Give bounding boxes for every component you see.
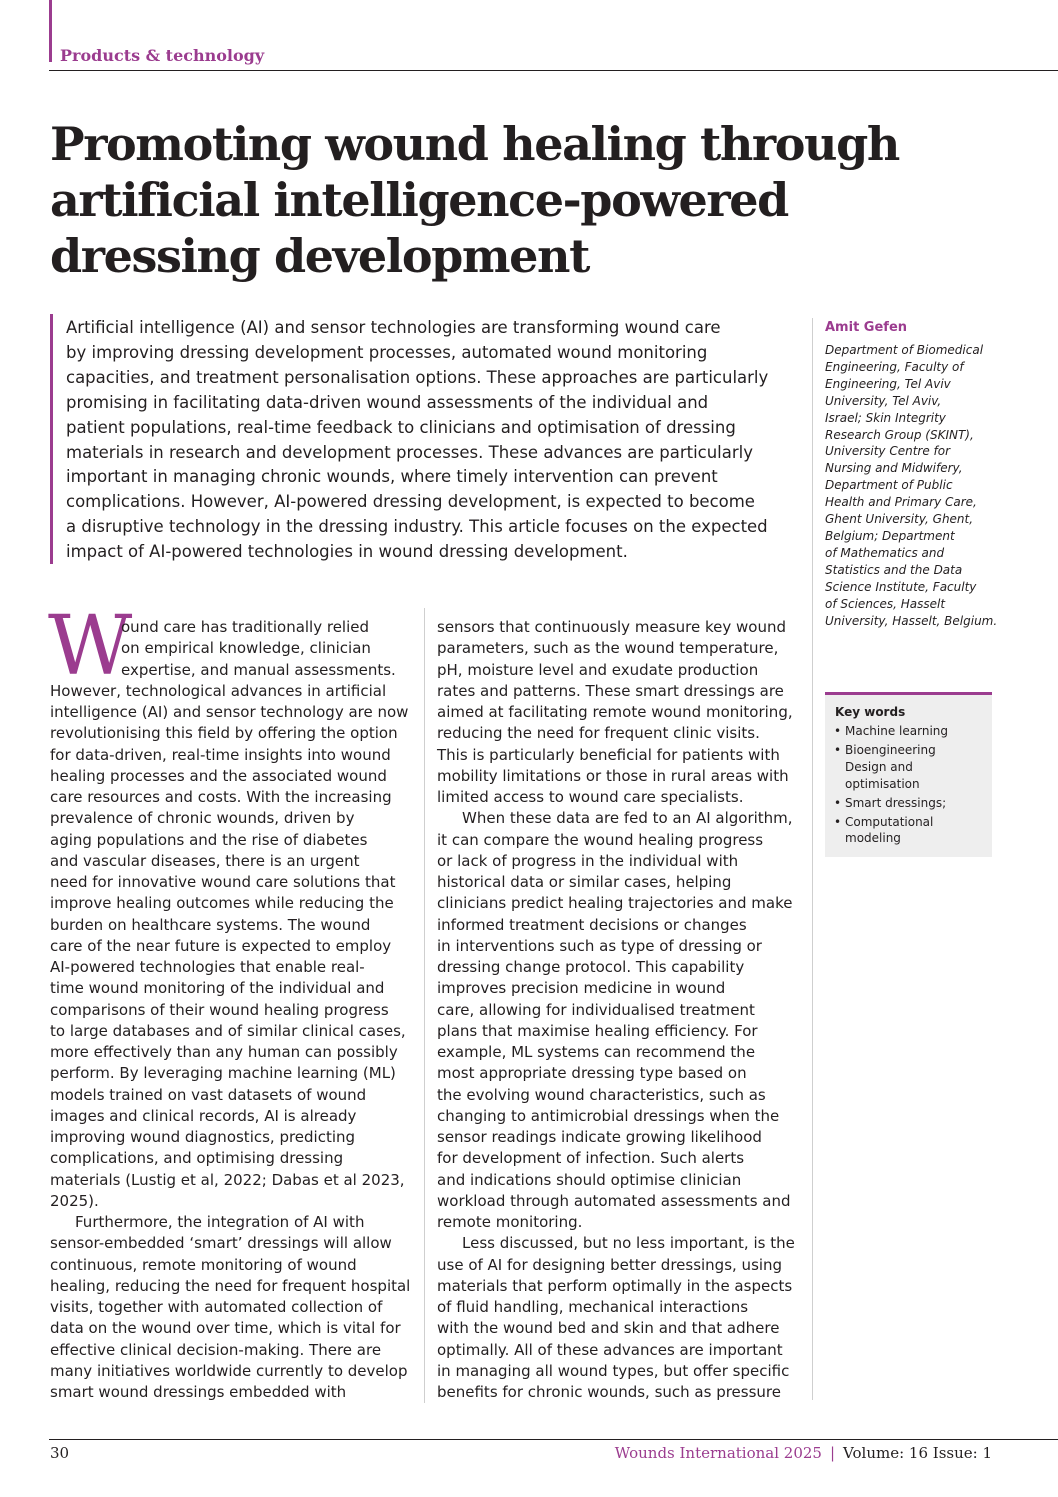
body-line: visits, together with automated collection of [50, 1298, 383, 1316]
body-line: expertise, and manual assessments. [121, 660, 396, 679]
body-line: of fluid handling, mechanical interactions [437, 1298, 749, 1316]
body-line: plans that maximise healing efficiency. For [437, 1021, 758, 1040]
title-line: Promoting wound healing through [50, 117, 899, 171]
abstract [66, 316, 806, 565]
affiliation-line: of Mathematics and [825, 545, 945, 560]
body-line: clinicians predict healing trajectories and make [437, 894, 793, 913]
body-line: materials (Lustig et al, 2022; Dabas et al 2023, [50, 1170, 405, 1189]
abstract-line: promising in facilitating data-driven wound assessments of the individual and [66, 392, 709, 412]
body-line: with the wound bed and skin and that adhere [437, 1319, 780, 1338]
body-line: care resources and costs. With the increasing [50, 788, 392, 806]
keyword-item [825, 742, 948, 793]
column-divider [424, 608, 425, 1403]
keywords-title: Key words [835, 705, 906, 719]
body-line: or lack of progress in the individual with [437, 851, 739, 870]
abstract-line: impact of AI-powered technologies in wound dressing development. [66, 542, 628, 562]
keyword-text: • Bioengineering [845, 742, 936, 757]
keyword-text: optimisation [845, 776, 920, 791]
body-line: dressing change protocol. This capability [437, 958, 745, 976]
body-line: on empirical knowledge, clinician [121, 639, 371, 658]
body-line: in interventions such as type of dressing or [437, 936, 762, 955]
body-line: and vascular diseases, there is an urgent [50, 851, 360, 870]
body-line: in managing all wound types, but offer specific [437, 1361, 790, 1380]
keyword-text: Design and [845, 759, 913, 774]
body-line: effective clinical decision-making. There are [50, 1340, 382, 1359]
body-line: parameters, such as the wound temperature, [437, 639, 779, 658]
body-line: care of the near future is expected to employ [50, 936, 392, 955]
body-line: need for innovative wound care solutions that [50, 873, 396, 891]
body-line: optimally. All of these advances are important [437, 1340, 783, 1359]
affiliation-line: of Sciences, Hasselt [825, 596, 946, 611]
article-title [50, 116, 930, 284]
body-line: smart wound dressings embedded with [50, 1383, 347, 1401]
title-line: artificial intelligence-powered [50, 173, 788, 227]
body-line: aimed at facilitating remote wound monitoring, [437, 703, 793, 721]
body-line: historical data or similar cases, helping [437, 873, 732, 891]
abstract-line: a disruptive technology in the dressing industry. This article focuses on the expected [66, 517, 768, 537]
body-line: use of AI for designing better dressings, using [437, 1255, 783, 1274]
body-line: intelligence (AI) and sensor technology are now [50, 703, 409, 721]
affiliation-line: Science Institute, Faculty [825, 579, 977, 594]
body-line: for development of infection. Such alerts [437, 1149, 745, 1168]
body-line: time wound monitoring of the individual and [50, 979, 385, 998]
body-column-right [437, 617, 807, 1403]
body-line: workload through automated assessments and [437, 1191, 791, 1210]
keywords-box [825, 692, 992, 857]
body-line: AI-powered technologies that enable real- [50, 958, 365, 976]
affiliation-line: University, Hasselt, Belgium. [825, 613, 998, 628]
abstract-line: by improving dressing development processes, automated wound monitoring [66, 342, 708, 362]
journal-issue: Volume: 16 Issue: 1 [843, 1444, 992, 1462]
body-column-left [50, 617, 420, 1403]
body-line: images and clinical records, AI is already [50, 1106, 357, 1125]
keyword-item [825, 814, 948, 848]
keywords-list [825, 723, 948, 849]
body-line: burden on healthcare systems. The wound [50, 915, 371, 934]
body-line: 2025). [50, 1191, 99, 1210]
body-line: it can compare the wound healing progress [437, 830, 764, 849]
title-line: dressing development [50, 229, 589, 283]
body-line: many initiatives worldwide currently to develop [50, 1361, 408, 1380]
affiliation-line: Statistics and the Data [825, 562, 963, 577]
body-line: limited access to wound care specialists. [437, 788, 744, 806]
affiliation-line: Belgium; Department [825, 528, 955, 543]
affiliation-line: Health and Primary Care, [825, 495, 977, 510]
affiliation-line: Israel; Skin Integrity [825, 410, 946, 425]
affiliation-line: University Centre for [825, 444, 951, 459]
body-line: reducing the need for frequent clinic visits. [437, 724, 760, 743]
body-line: example, ML systems can recommend the [437, 1043, 756, 1061]
body-line: healing, reducing the need for frequent hospital [50, 1276, 411, 1295]
body-line: Furthermore, the integration of AI with [75, 1213, 365, 1231]
body-line: This is particularly beneficial for patients with [437, 745, 780, 764]
body-line: sensor readings indicate growing likelihood [437, 1128, 762, 1146]
body-line: more effectively than any human can possibly [50, 1043, 398, 1061]
body-line: rates and patterns. These smart dressings are [437, 681, 784, 700]
body-line: improve healing outcomes while reducing the [50, 894, 394, 913]
body-line: models trained on vast datasets of wound [50, 1085, 367, 1104]
keyword-text: • Computational [845, 814, 934, 829]
keyword-item [825, 795, 948, 812]
author-name: Amit Gefen [825, 320, 908, 335]
abstract-line: important in managing chronic wounds, where timely intervention can prevent [66, 467, 718, 487]
abstract-line: capacities, and treatment personalisation options. These approaches are particularly [66, 367, 769, 387]
body-line: changing to antimicrobial dressings when the [437, 1106, 780, 1125]
affiliation-line: Engineering, Tel Aviv [825, 376, 951, 391]
affiliation-line: Engineering, Faculty of [825, 359, 964, 374]
keyword-text: • Machine learning [845, 724, 949, 738]
sidebar-divider [812, 318, 813, 1400]
affiliation-line: Nursing and Midwifery, [825, 461, 963, 476]
body-line: sensors that continuously measure key wound [437, 618, 787, 636]
body-line: prevalence of chronic wounds, driven by [50, 809, 355, 828]
body-line: complications, and optimising dressing [50, 1149, 344, 1168]
body-line: improving wound diagnostics, predicting [50, 1128, 356, 1146]
section-accent-bar [49, 0, 52, 62]
keyword-text: modeling [845, 831, 901, 846]
body-line: comparisons of their wound healing progress [50, 1000, 389, 1019]
body-line: benefits for chronic wounds, such as pressure [437, 1383, 781, 1401]
body-line: informed treatment decisions or changes [437, 915, 747, 934]
drop-cap: W [48, 599, 133, 694]
body-line: care, allowing for individualised treatment [437, 1000, 755, 1019]
body-line: Less discussed, but no less important, is the [462, 1234, 795, 1253]
affiliation-line: Research Group (SKINT), [825, 427, 974, 442]
body-line: the evolving wound characteristics, such as [437, 1085, 766, 1104]
body-line: When these data are fed to an AI algorithm, [462, 809, 793, 828]
journal-name: Wounds International 2025 [614, 1444, 822, 1462]
body-line: most appropriate dressing type based on [437, 1064, 747, 1083]
keyword-item [825, 723, 948, 740]
body-line: continuous, remote monitoring of wound [50, 1255, 357, 1274]
page-number: 30 [50, 1444, 70, 1462]
keyword-text: • Smart dressings; [845, 795, 947, 810]
section-label: Products & technology [60, 46, 265, 65]
affiliation-line: Department of Public [825, 478, 953, 493]
footer-rule [49, 1439, 1058, 1440]
body-line: ound care has traditionally relied [121, 618, 370, 636]
author-affiliation [825, 342, 1005, 629]
body-line: mobility limitations or those in rural areas with [437, 766, 789, 785]
body-line: remote monitoring. [437, 1213, 583, 1231]
header-rule [49, 70, 1058, 71]
body-line: healing processes and the associated wound [50, 766, 387, 785]
body-line: revolutionising this field by offering the option [50, 724, 398, 743]
body-line: materials that perform optimally in the aspects [437, 1276, 793, 1295]
body-line: data on the wound over time, which is vital for [50, 1319, 401, 1338]
body-line: sensor-embedded ‘smart’ dressings will allow [50, 1234, 392, 1253]
abstract-accent-bar [50, 314, 53, 564]
body-line: improves precision medicine in wound [437, 979, 726, 998]
body-line: for data-driven, real-time insights into wound [50, 745, 391, 764]
body-line: and indications should optimise clinician [437, 1170, 742, 1189]
journal-info [615, 1444, 992, 1462]
body-line: However, technological advances in artificial [50, 681, 387, 700]
abstract-line: complications. However, AI-powered dressing development, is expected to become [66, 492, 755, 512]
affiliation-line: Department of Biomedical [825, 343, 984, 357]
abstract-line: Artificial intelligence (AI) and sensor technologies are transforming wound care [66, 318, 721, 337]
body-line: pH, moisture level and exudate production [437, 660, 759, 679]
body-line: to large databases and of similar clinical cases, [50, 1021, 406, 1040]
body-line: aging populations and the rise of diabetes [50, 830, 368, 849]
footer-separator: | [829, 1444, 836, 1462]
body-line: perform. By leveraging machine learning (ML) [50, 1064, 396, 1083]
abstract-line: patient populations, real-time feedback to clinicians and optimisation of dressing [66, 417, 736, 437]
abstract-line: materials in research and development processes. These advances are particularly [66, 442, 754, 462]
affiliation-line: Ghent University, Ghent, [825, 512, 974, 527]
affiliation-line: University, Tel Aviv, [825, 393, 942, 408]
